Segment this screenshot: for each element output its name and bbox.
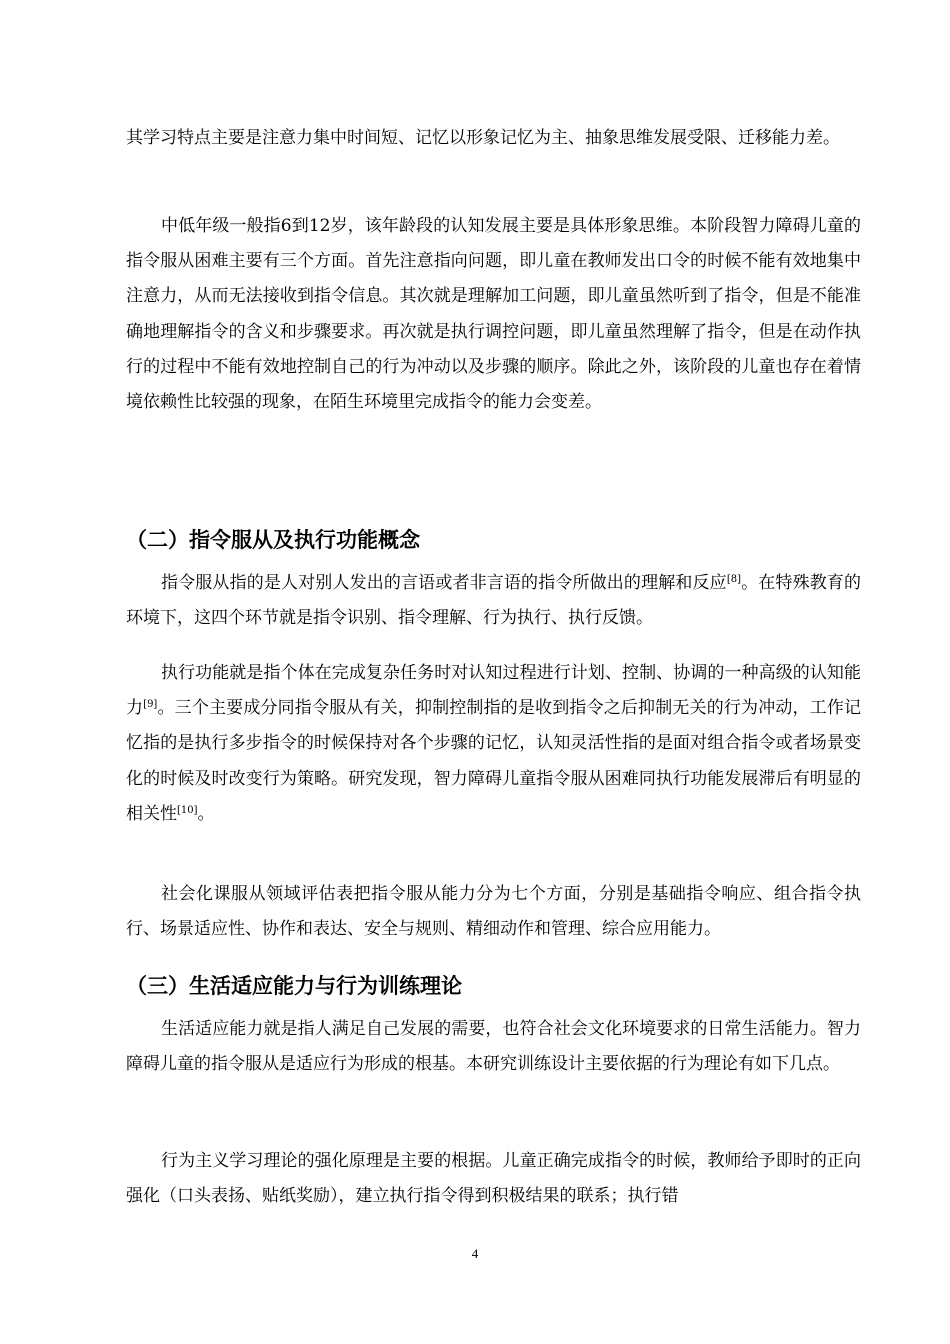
paragraph-executive-function	[126, 656, 861, 832]
paragraph-text: 生活适应能力就是指人满足自己发展的需要，也符合社会文化环境要求的日常生活能力。智力障碍儿童的指令服从是适应行为形成的根基。本研究训练设计主要依据的行为理论有如下几点。	[126, 1019, 861, 1075]
citation-8: [8]	[726, 574, 741, 585]
paragraph-text: 。三个主要成分同指令服从有关，抑制控制指的是收到指令之后抑制无关的行为冲动，工作记忆指的是执行多步指令的时候保持对各个步骤的记忆，认知灵活性指的是面对组合指令或者场景变化的时候及时改变行为策略。研究发现，智力障碍儿童指令服从困难同执行功能发展滞后有明显的相关性	[126, 698, 862, 824]
paragraph-text: 中低年级一般指6到12岁，该年龄段的认知发展主要是具体形象思维。本阶段智力障碍儿童的指令服从困难主要有三个方面。首先注意指向问题，即儿童在教师发出口令的时候不能有效地集中注意力，从而无法接收到指令信息。其次就是理解加工问题，即儿童虽然听到了指令，但是不能准确地理解指令的含义和步骤要求。再次就是执行调控问题，即儿童虽然理解了指令，但是在动作执行的过程中不能有效地控制自己的行为冲动以及步骤的顺序。除此之外，该阶段的儿童也存在着情境依赖性比较强的现象，在陌生环境里完成指令的能力会变差。	[126, 216, 861, 413]
citation-10: [10]	[177, 804, 198, 816]
paragraph-text: 。在特殊教育的环境下，这四个环节就是指令识别、指令理解、行为执行、执行反馈。	[126, 573, 862, 629]
page-number: 4	[471, 1246, 479, 1261]
paragraph-text: 社会化课服从领域评估表把指令服从能力分为七个方面，分别是基础指令响应、组合指令执行、场景适应性、协作和表达、安全与规则、精细动作和管理、综合应用能力。	[126, 884, 861, 940]
paragraph-text: 执行功能就是指个体在完成复杂任务时对认知过程进行计划、控制、协调的一种高级的认知能力	[126, 663, 861, 719]
section-heading-2: （二）指令服从及执行功能概念	[126, 528, 420, 552]
section-heading-3: （三）生活适应能力与行为训练理论	[126, 974, 462, 998]
paragraph-behaviorism	[126, 1144, 861, 1214]
paragraph-adaptive-ability	[126, 1012, 861, 1082]
paragraph-text: 其学习特点主要是注意力集中时间短、记忆以形象记忆为主、抽象思维发展受限、迁移能力差。	[126, 128, 840, 148]
paragraph-learning-traits	[126, 121, 861, 156]
paragraph-middle-grades	[126, 209, 861, 420]
paragraph-instruction-compliance	[126, 566, 861, 636]
paragraph-text: 行为主义学习理论的强化原理是主要的根据。儿童正确完成指令的时候，教师给予即时的正向强化（口头表扬、贴纸奖励），建立执行指令得到积极结果的联系；执行错	[126, 1151, 861, 1207]
paragraph-text: 。	[197, 803, 215, 824]
citation-9: [9]	[143, 699, 158, 711]
paragraph-text: 指令服从指的是人对别人发出的言语或者非言语的指令所做出的理解和反应	[161, 573, 727, 593]
paragraph-assessment-scale	[126, 877, 861, 947]
